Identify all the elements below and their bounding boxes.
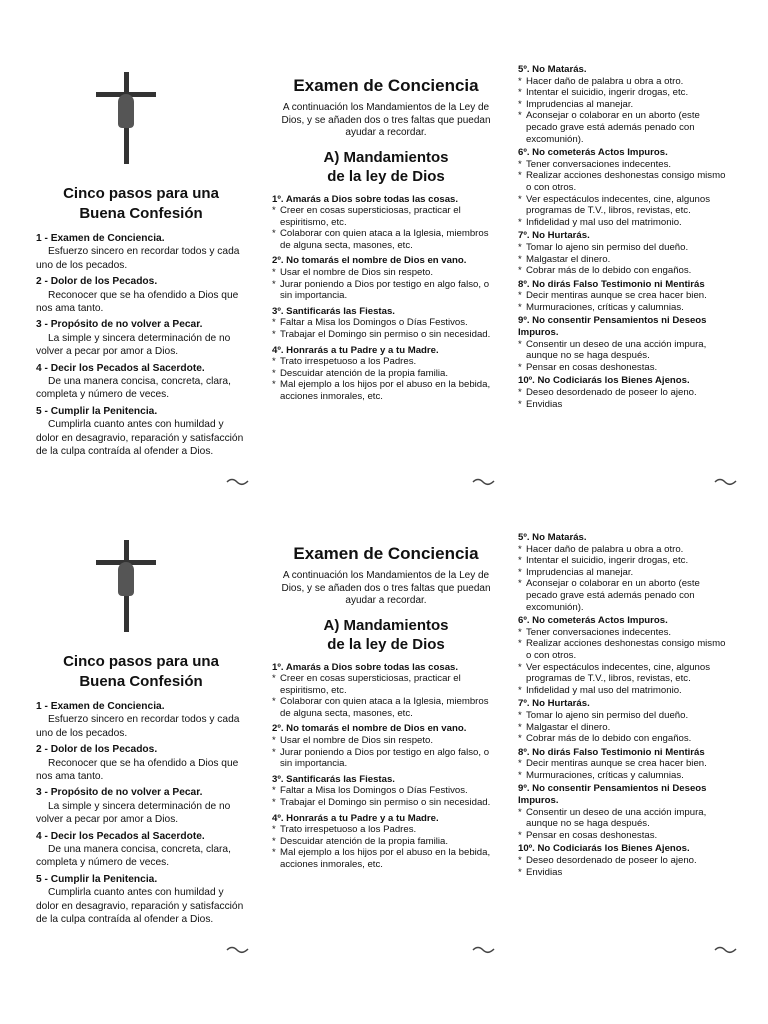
- step-2: 2 - Dolor de los Pecados. Reconocer que se ha ofendido a Dios que nos ama tanto.: [36, 276, 239, 315]
- commandment-8: 8º. No dirás Falso Testimonio ni Mentirás * Decir mentiras aunque se crea hacer bien. * Murmuraciones, críticas y calumnias.: [518, 747, 732, 782]
- commandment-4: 4º. Honrarás a tu Padre y a tu Madre. * Trato irrespetuoso a los Padres. * Descuidar atención de la propia familia. * Mal ejemplo a los hijos por el abuso en la bebida, acciones inmorales, etc.: [272, 813, 500, 871]
- leaflet-top: [0, 64, 768, 532]
- step-5: 5 - Cumplir la Penitencia. Cumplirla cuanto antes con humildad y dolor en desagravio, reparación y satisfacción de la culpa contraída al ofender a Dios.: [36, 873, 244, 926]
- step-5: 5 - Cumplir la Penitencia. Cumplirla cuanto antes con humildad y dolor en desagravio, reparación y satisfacción de la culpa contraída al ofender a Dios.: [36, 405, 244, 458]
- exam-column-continued: [518, 64, 732, 412]
- commandment-7: 7º. No Hurtarás. * Tomar lo ajeno sin permiso del dueño. * Malgastar el dinero. * Cobrar más de lo debido con engaños.: [518, 230, 732, 276]
- section-title: A) Mandamientos de la ley de Dios: [323, 148, 449, 185]
- exam-title: Examen de Conciencia: [293, 76, 479, 95]
- ornament-icon: [714, 476, 738, 486]
- commandment-2: 2º. No tomarás el nombre de Dios en vano. * Usar el nombre de Dios sin respeto. * Jurar poniendo a Dios por testigo en algo falso, o sin importancia.: [272, 255, 500, 301]
- commandment-9: 9º. No consentir Pensamientos ni Deseos Impuros. * Consentir un deseo de una acción impura, aunque no se haga después. * Pensar en cosas deshonestas.: [518, 783, 732, 841]
- commandment-6: 6º. No cometerás Actos Impuros. * Tener conversaciones indecentes. * Realizar acciones deshonestas consigo mismo o con otros. * Ver espectáculos indecentes, cine, algunos programas de T.V., libros, revistas, etc. * Infidelidad y mal uso del matrimonio.: [518, 615, 732, 696]
- steps-column: [36, 532, 246, 930]
- exam-title: Examen de Conciencia: [293, 544, 479, 563]
- step-2: 2 - Dolor de los Pecados. Reconocer que se ha ofendido a Dios que nos ama tanto.: [36, 744, 239, 783]
- step-4: 4 - Decir los Pecados al Sacerdote. De una manera concisa, concreta, clara, completa y número de veces.: [36, 830, 231, 869]
- ornament-icon: [714, 944, 738, 954]
- steps-column: [36, 64, 246, 462]
- step-4: 4 - Decir los Pecados al Sacerdote. De una manera concisa, concreta, clara, completa y número de veces.: [36, 362, 231, 401]
- ornament-icon: [472, 476, 496, 486]
- exam-intro: A continuación los Mandamientos de la Ley de Dios, y se añaden dos o tres faltas que puedan ayudar a recordar.: [281, 102, 491, 138]
- leaflet-bottom: [0, 532, 768, 1000]
- ornament-icon: [472, 944, 496, 954]
- step-3: 3 - Propósito de no volver a Pecar. La simple y sincera determinación de no volver a pecar por amor a Dios.: [36, 787, 231, 826]
- exam-column-continued: [518, 532, 732, 880]
- crucifix-icon: [96, 72, 156, 164]
- commandment-9: 9º. No consentir Pensamientos ni Deseos Impuros. * Consentir un deseo de una acción impura, aunque no se haga después. * Pensar en cosas deshonestas.: [518, 315, 732, 373]
- commandment-3: 3º. Santificarás las Fiestas. * Faltar a Misa los Domingos o Días Festivos. * Trabajar el Domingo sin permiso o sin necesidad.: [272, 774, 500, 809]
- steps-title: Cinco pasos para una Buena Confesión: [63, 653, 219, 690]
- step-3: 3 - Propósito de no volver a Pecar. La simple y sincera determinación de no volver a pecar por amor a Dios.: [36, 319, 231, 358]
- commandment-5: 5º. No Matarás. * Hacer daño de palabra u obra a otro. * Intentar el suicidio, ingerir drogas, etc. * Imprudencias al manejar. * Aconsejar o colaborar en un aborto (este pecado grave está además penado con excomunión).: [518, 532, 732, 613]
- commandment-3: 3º. Santificarás las Fiestas. * Faltar a Misa los Domingos o Días Festivos. * Trabajar el Domingo sin permiso o sin necesidad.: [272, 306, 500, 341]
- step-1: 1 - Examen de Conciencia. Esfuerzo sincero en recordar todos y cada uno de los pecados.: [36, 701, 240, 739]
- commandment-10: 10º. No Codiciarás los Bienes Ajenos. * Deseo desordenado de poseer lo ajeno. * Envidias: [518, 375, 732, 410]
- commandment-1: 1º. Amarás a Dios sobre todas las cosas. * Creer en cosas supersticiosas, practicar el espiritismo, etc. * Colaborar con quien ataca a la Iglesia, miembros de alguna secta, masones, etc.: [272, 662, 500, 720]
- commandment-7: 7º. No Hurtarás. * Tomar lo ajeno sin permiso del dueño. * Malgastar el dinero. * Cobrar más de lo debido con engaños.: [518, 698, 732, 744]
- ornament-icon: [226, 944, 250, 954]
- commandment-1: 1º. Amarás a Dios sobre todas las cosas. * Creer en cosas supersticiosas, practicar el espiritismo, etc. * Colaborar con quien ataca a la Iglesia, miembros de alguna secta, masones, etc.: [272, 194, 500, 252]
- section-title: A) Mandamientos de la ley de Dios: [323, 616, 449, 653]
- step-1: 1 - Examen de Conciencia. Esfuerzo sincero en recordar todos y cada uno de los pecados.: [36, 233, 240, 271]
- commandment-4: 4º. Honrarás a tu Padre y a tu Madre. * Trato irrespetuoso a los Padres. * Descuidar atención de la propia familia. * Mal ejemplo a los hijos por el abuso en la bebida, acciones inmorales, etc.: [272, 345, 500, 403]
- exam-column: [272, 532, 500, 875]
- commandment-2: 2º. No tomarás el nombre de Dios en vano. * Usar el nombre de Dios sin respeto. * Jurar poniendo a Dios por testigo en algo falso, o sin importancia.: [272, 723, 500, 769]
- commandment-6: 6º. No cometerás Actos Impuros. * Tener conversaciones indecentes. * Realizar acciones deshonestas consigo mismo o con otros. * Ver espectáculos indecentes, cine, algunos programas de T.V., libros, revistas, etc. * Infidelidad y mal uso del matrimonio.: [518, 147, 732, 228]
- commandment-5: 5º. No Matarás. * Hacer daño de palabra u obra a otro. * Intentar el suicidio, ingerir drogas, etc. * Imprudencias al manejar. * Aconsejar o colaborar en un aborto (este pecado grave está además penado con excomunión).: [518, 64, 732, 145]
- commandment-8: 8º. No dirás Falso Testimonio ni Mentirás * Decir mentiras aunque se crea hacer bien. * Murmuraciones, críticas y calumnias.: [518, 279, 732, 314]
- steps-title: Cinco pasos para una Buena Confesión: [63, 185, 219, 222]
- crucifix-icon: [96, 540, 156, 632]
- exam-column: [272, 64, 500, 407]
- exam-intro: A continuación los Mandamientos de la Ley de Dios, y se añaden dos o tres faltas que puedan ayudar a recordar.: [281, 570, 491, 606]
- commandment-10: 10º. No Codiciarás los Bienes Ajenos. * Deseo desordenado de poseer lo ajeno. * Envidias: [518, 843, 732, 878]
- ornament-icon: [226, 476, 250, 486]
